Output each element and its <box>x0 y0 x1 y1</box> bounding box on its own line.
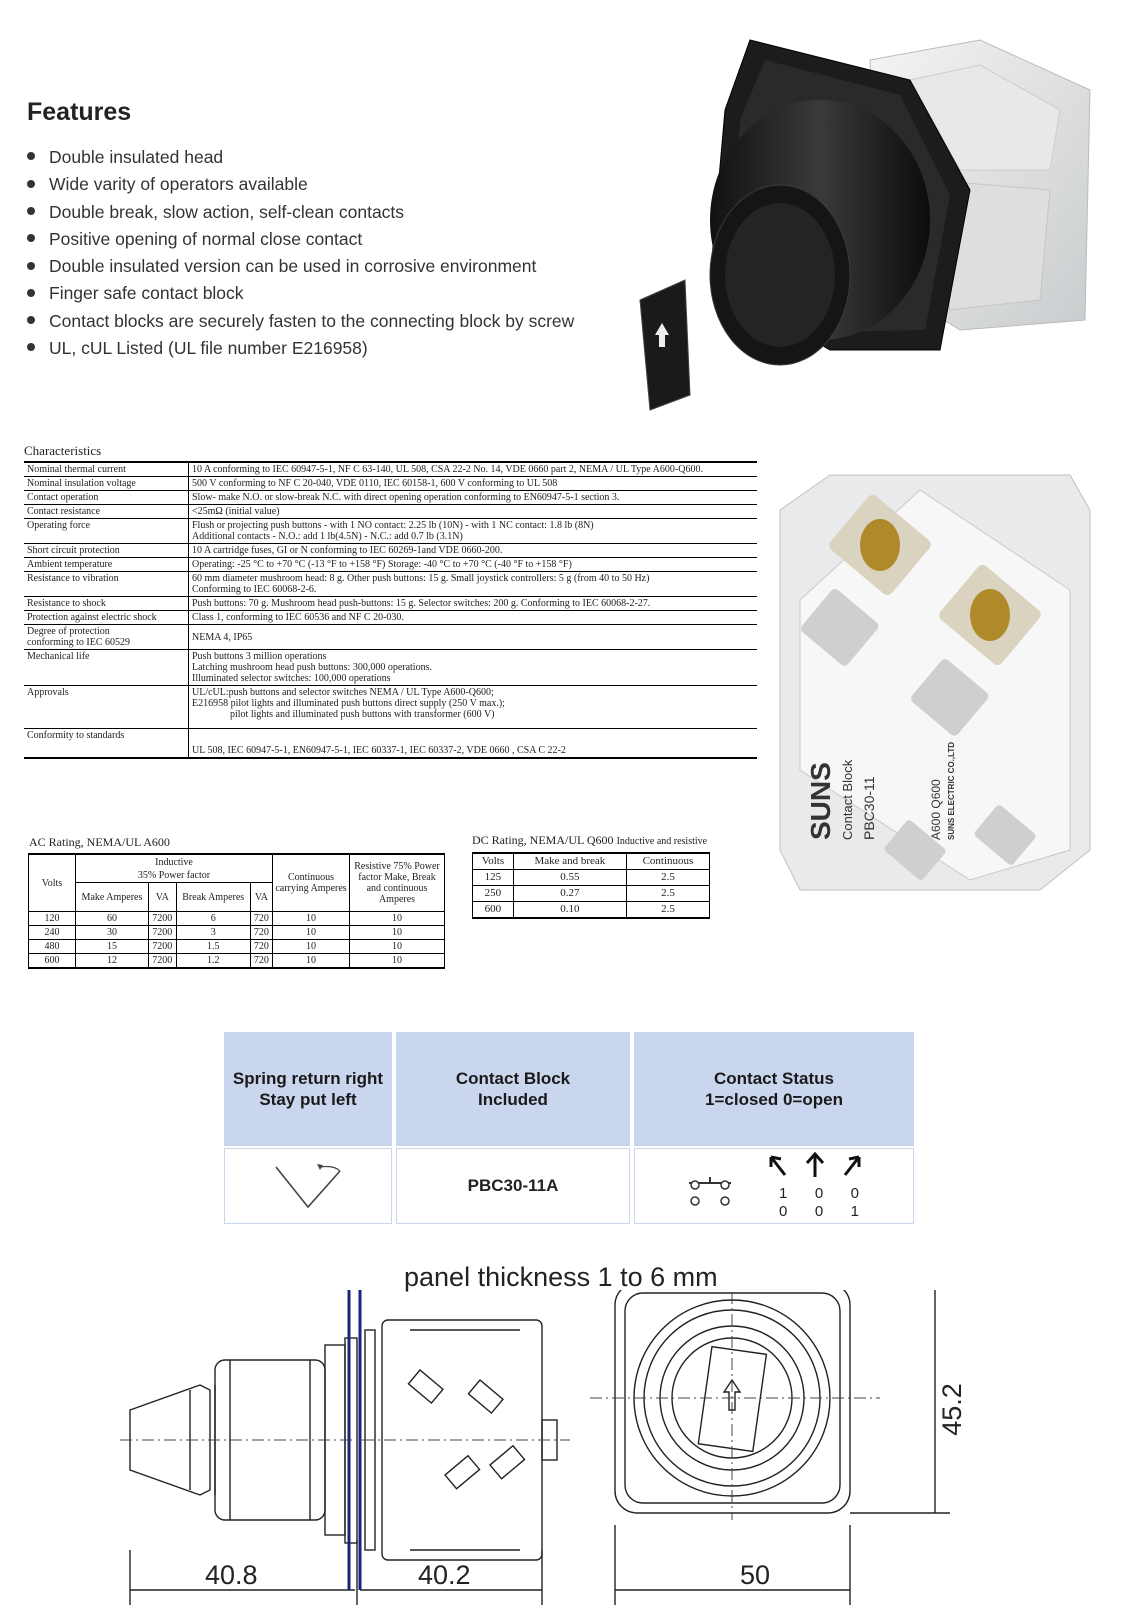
feature-item: Positive opening of normal close contact <box>27 228 574 255</box>
features-list <box>27 146 574 364</box>
spring-return-icon <box>268 1159 348 1214</box>
table-row: Operating force Flush or projecting push buttons - with 1 NO contact: 2.25 lb (10N) - with 1 NC contact: 1.8 lb (8N) Additional contacts - N.O.: add 1 lb(4.5N) - N.C.: add 0.7 lb (3.1N) <box>24 519 757 544</box>
dim-side-right: 40.2 <box>418 1560 471 1590</box>
table-row: Contact resistance <25mΩ (initial value) <box>24 505 757 519</box>
table-row: 240 30 7200 3 720 10 10 <box>29 926 445 940</box>
table-row: Conformity to standards UL 508, IEC 60947-5-1, EN60947-5-1, IEC 60337-1, IEC 60337-2, VDE 0660 , CSA C 22-2 <box>24 729 757 759</box>
table-row: Resistance to vibration 60 mm diameter mushroom head: 8 g. Other push buttons: 15 g. Small joystick controllers: 5 g (from 40 to 50 Hz) Conforming to IEC 60068-2-6. <box>24 572 757 597</box>
label-maker: SUNS ELECTRIC CO.,LTD <box>947 741 956 840</box>
bullet-icon <box>27 152 35 160</box>
table-row: Ambient temperature Operating: -25 °C to +70 °C (-13 °F to +158 °F) Storage: -40 °C to +70 °C (-40 °F to +158 °F) <box>24 558 757 572</box>
table-row: Approvals UL/cUL:push buttons and selector switches NEMA / UL Type A600-Q600; E216958 pilot lights and illuminated push buttons direct supply (250 V max.); pilot lights and illuminated push buttons with transformer (600 V) <box>24 686 757 729</box>
status-cell <box>634 1148 914 1224</box>
table-row: Protection against electric shock Class 1, conforming to IEC 60536 and NF C 20-030. <box>24 611 757 625</box>
status-row-1: 1 0 0 <box>779 1185 859 1202</box>
table-row: 480 15 7200 1.5 720 10 10 <box>29 940 445 954</box>
characteristics-title: Characteristics <box>24 443 102 458</box>
panel-thickness-label: panel thickness 1 to 6 mm <box>404 1262 718 1292</box>
table-row: Contact operation Slow- make N.O. or slow-break N.C. with direct opening operation conforming to EN60947-5-1 section 3. <box>24 491 757 505</box>
table-header-row: Volts Inductive Continuous carrying Amperes Resistive 75% Power factor Make, Break and continuous Amperes <box>29 854 445 869</box>
bullet-icon <box>27 343 35 351</box>
table-row: 125 0.55 2.5 <box>473 870 710 886</box>
contact-block-photo <box>770 470 1110 910</box>
features-title: Features <box>27 98 132 126</box>
label-line: Contact Block <box>840 759 855 840</box>
bullet-icon <box>27 289 35 297</box>
label-rating: A600 Q600 <box>929 779 943 840</box>
table-row: 600 12 7200 1.2 720 10 10 <box>29 954 445 969</box>
bullet-icon <box>27 316 35 324</box>
feature-item: Double insulated head <box>27 146 574 173</box>
table-header-row: 35% Power factor <box>29 869 445 883</box>
ac-rating-table <box>28 853 445 969</box>
bullet-icon <box>27 207 35 215</box>
table-row: 600 0.10 2.5 <box>473 902 710 919</box>
table-header-row: Volts Make and break Continuous <box>473 853 710 870</box>
dim-side-left: 40.8 <box>205 1560 258 1590</box>
ac-rating-title: AC Rating, NEMA/UL A600 <box>29 835 170 849</box>
table-row: Short circuit protection 10 A cartridge fuses, GI or N conforming to IEC 60269-1and VDE 0660-200. <box>24 544 757 558</box>
contact-status-table <box>224 1032 914 1226</box>
dim-front-height: 45.2 <box>936 1383 967 1436</box>
status-row-2: 0 0 1 <box>779 1203 859 1220</box>
contact-symbol-icon <box>685 1173 735 1209</box>
operator-header: Spring return right Stay put left <box>224 1032 392 1146</box>
table-row: Nominal thermal current 10 A conforming to IEC 60947-5-1, NF C 63-140, UL 508, CSA 22-2 No. 14, VDE 0660 part 2, NEMA / UL Type A600-Q600. <box>24 462 757 477</box>
feature-item: Finger safe contact block <box>27 282 574 309</box>
brand-logo: SUNS <box>805 762 836 840</box>
table-row: 120 60 7200 6 720 10 10 <box>29 912 445 926</box>
position-arrows-icon <box>765 1151 865 1179</box>
table-header-row: Make Amperes VA Break Amperes VA <box>29 883 445 912</box>
feature-item: Double break, slow action, self-clean contacts <box>27 201 574 228</box>
bullet-icon <box>27 234 35 242</box>
selector-switch-photo <box>630 20 1100 420</box>
bullet-icon <box>27 262 35 270</box>
feature-item: UL, cUL Listed (UL file number E216958) <box>27 337 574 364</box>
bullet-icon <box>27 180 35 188</box>
table-row: 250 0.27 2.5 <box>473 886 710 902</box>
label-model: PBC30-11 <box>861 776 877 840</box>
table-row: Nominal insulation voltage 500 V conforming to NF C 20-040, VDE 0110, IEC 60158-1, 600 V conforming to UL 508 <box>24 477 757 491</box>
table-row: Mechanical life Push buttons 3 million operations Latching mushroom head push buttons: 300,000 operations. Illuminated selector switches: 100,000 operations <box>24 650 757 686</box>
part-number: PBC30-11A <box>396 1148 630 1224</box>
operator-diagram <box>224 1148 392 1224</box>
feature-item: Double insulated version can be used in corrosive environment <box>27 255 574 282</box>
dc-rating-title: DC Rating, NEMA/UL Q600 Inductive and resistive <box>472 833 708 847</box>
characteristics-table <box>24 461 757 759</box>
feature-item: Contact blocks are securely fasten to the connecting block by screw <box>27 310 574 337</box>
dc-rating-table <box>472 852 710 919</box>
dim-front-width: 50 <box>740 1560 771 1590</box>
contact-block-header: Contact Block Included <box>396 1032 630 1146</box>
contact-status-header: Contact Status 1=closed 0=open <box>634 1032 914 1146</box>
feature-item: Wide varity of operators available <box>27 173 574 200</box>
table-row: Degree of protection conforming to IEC 60529 NEMA 4, IP65 <box>24 625 757 650</box>
table-row: Resistance to shock Push buttons: 70 g. Mushroom head push-buttons: 15 g. Selector switches: 200 g. Conforming to IEC 60068-2-27. <box>24 597 757 611</box>
